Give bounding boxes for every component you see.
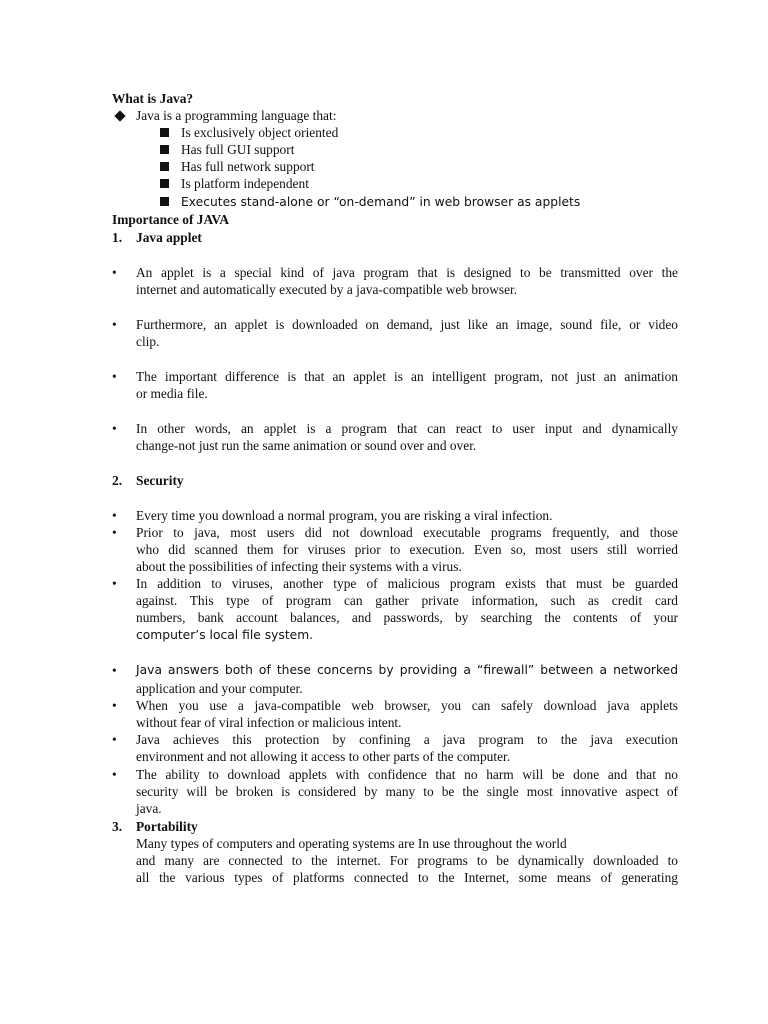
paragraph-line: all the various types of platforms connected to the Internet, some means of generating	[136, 870, 678, 885]
square-bullet-icon	[160, 128, 169, 137]
paragraph-line: In other words, an applet is a program that can react to user input and dynamically	[136, 421, 678, 436]
square-bullet-icon	[160, 145, 169, 154]
section-number: 1.	[112, 230, 123, 245]
paragraph-line: Java answers both of these concerns by providing a “firewall” between a networked	[136, 663, 678, 677]
section-number: 3.	[112, 819, 123, 834]
bullet-icon: •	[112, 663, 117, 678]
paragraph-line: An applet is a special kind of java program that is designed to be transmitted over the	[136, 265, 678, 280]
square-bullet-icon	[160, 197, 169, 206]
paragraph-line: about the possibilities of infecting their systems with a virus.	[136, 559, 462, 574]
feature-item: Has full network support	[181, 159, 315, 174]
bullet-icon: •	[112, 508, 117, 523]
paragraph-line: clip.	[136, 334, 160, 349]
paragraph-line: and many are connected to the internet. For programs to be dynamically downloaded to	[136, 853, 678, 868]
bullet-icon: •	[112, 265, 117, 280]
diamond-bullet-icon	[114, 110, 125, 121]
paragraph-line: security will be broken is considered by many to be the single most innovative aspect of	[136, 784, 678, 799]
bullet-icon: •	[112, 732, 117, 747]
paragraph-line: numbers, bank account balances, and passwords, by searching the contents of your	[136, 610, 678, 625]
paragraph-line: Prior to java, most users did not download executable programs frequently, and those	[136, 525, 678, 540]
paragraph-line: who did scanned them for viruses prior to execution. Even so, most users still worried	[136, 542, 678, 557]
bullet-icon: •	[112, 525, 117, 540]
bullet-icon: •	[112, 421, 117, 436]
paragraph-line: Furthermore, an applet is downloaded on demand, just like an image, sound file, or video	[136, 317, 678, 332]
paragraph-line: application and your computer.	[136, 681, 303, 696]
paragraph-line: computer’s local file system.	[136, 628, 314, 642]
square-bullet-icon	[160, 179, 169, 188]
paragraph-line: The ability to download applets with confidence that no harm will be done and that no	[136, 767, 678, 782]
section-title: Security	[136, 473, 184, 488]
square-bullet-icon	[160, 162, 169, 171]
paragraph-line: When you use a java-compatible web browser, you can safely download java applets	[136, 698, 678, 713]
feature-item: Executes stand-alone or “on-demand” in web browser as applets	[181, 195, 581, 209]
intro-text: Java is a programming language that:	[136, 108, 337, 123]
paragraph-line: against. This type of program can gather private information, such as credit card	[136, 593, 678, 608]
paragraph-line: internet and automatically executed by a java-compatible web browser.	[136, 282, 518, 297]
paragraph-line: change-not just run the same animation or sound over and over.	[136, 438, 477, 453]
bullet-icon: •	[112, 317, 117, 332]
section-title: Portability	[136, 819, 198, 834]
heading-importance: Importance of JAVA	[112, 212, 230, 227]
section-number: 2.	[112, 473, 123, 488]
bullet-icon: •	[112, 369, 117, 384]
paragraph-line: without fear of viral infection or malicious intent.	[136, 715, 402, 730]
feature-item: Has full GUI support	[181, 142, 295, 157]
heading-what-is-java: What is Java?	[112, 91, 194, 106]
paragraph-line: java.	[136, 801, 162, 816]
feature-item: Is exclusively object oriented	[181, 125, 339, 140]
bullet-icon: •	[112, 698, 117, 713]
paragraph-line: In addition to viruses, another type of malicious program exists that must be guarded	[136, 576, 678, 591]
bullet-icon: •	[112, 767, 117, 782]
paragraph-line: Java achieves this protection by confining a java program to the java execution	[136, 732, 678, 747]
paragraph-line: The important difference is that an applet is an intelligent program, not just an animation	[136, 369, 678, 384]
feature-item: Is platform independent	[181, 176, 309, 191]
bullet-icon: •	[112, 576, 117, 591]
paragraph-line: or media file.	[136, 386, 208, 401]
paragraph-line: Many types of computers and operating systems are In use throughout the world	[136, 836, 567, 851]
paragraph-line: Every time you download a normal program, you are risking a viral infection.	[136, 508, 553, 523]
paragraph-line: environment and not allowing it access to other parts of the computer.	[136, 749, 511, 764]
section-title: Java applet	[136, 230, 202, 245]
